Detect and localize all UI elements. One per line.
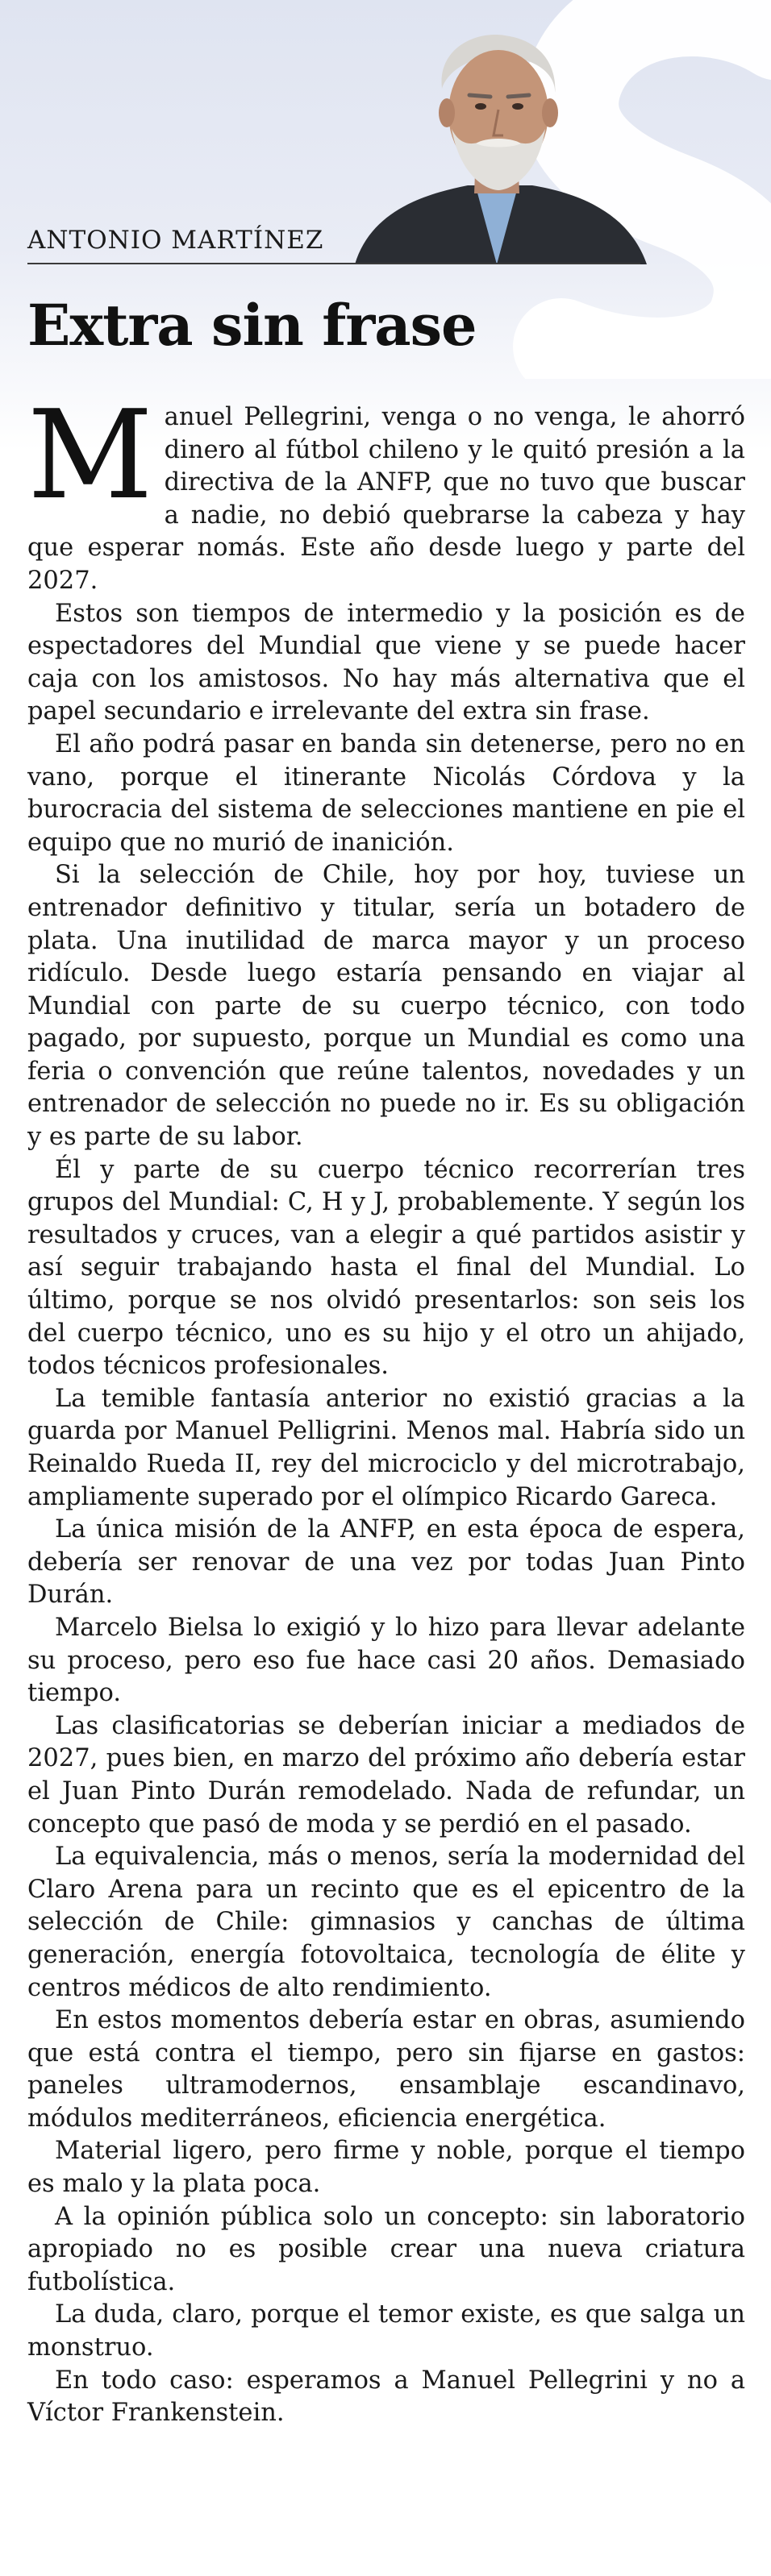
article-body	[27, 384, 745, 2430]
article-paragraph: La temible fantasía anterior no existió gracias a la guarda por Manuel Pelligrini. Menos mal. Habría sido un Reinaldo Rueda II, rey del microciclo y del microtrabajo, ampliamente superado por el olímpico Ricardo Gareca.	[27, 1384, 745, 1511]
article-paragraph: En estos momentos debería estar en obras, asumiendo que está contra el tiempo, pero sin fijarse en gastos: paneles ultramodernos, ensamblaje escandinavo, módulos mediterráneos, eficiencia energética.	[27, 2006, 745, 2133]
first-paragraph-text: anuel Pellegrini, venga o no venga, le ahorró dinero al fútbol chileno y le quitó presión a la directiva de la ANFP, que no tuvo que buscar a nadie, no debió quebrarse la cabeza y hay que esperar nomás. Este año desde luego y parte del 2027.	[27, 403, 745, 595]
article-paragraph: La equivalencia, más o menos, sería la modernidad del Claro Arena para un recinto que es el epicentro de la selección de Chile: gimnasios y canchas de última generación, energía fotovoltaica, tecnología de élite y centros médicos de alto rendimiento.	[27, 1843, 745, 2002]
article-paragraph: La duda, claro, porque el temor existe, es que salga un monstruo.	[27, 2300, 745, 2362]
article-paragraph: Las clasificatorias se deberían iniciar a mediados de 2027, pues bien, en marzo del próximo año debería estar el Juan Pinto Durán remodelado. Nada de refundar, un concepto que pasó de moda y se perdió en el pasado.	[27, 1711, 745, 1839]
article-paragraph: La única misión de la ANFP, en esta época de espera, debería ser renovar de una vez por todas Juan Pinto Durán.	[27, 1515, 745, 1610]
article-paragraph: Si la selección de Chile, hoy por hoy, tuviese un entrenador definitivo y titular, sería un botadero de plata. Una inutilidad de marca mayor y un proceso ridículo. Desde luego estaría pensando en viajar al Mundial con parte de su cuerpo técnico, con todo pagado, por supuesto, porque un Mundial es como una feria o convención que reúne talentos, novedades y un entrenador de selección no puede no ir. Es su obligación y es parte de su labor.	[27, 861, 745, 1152]
article-paragraph: En todo caso: esperamos a Manuel Pellegrini y no a Víctor Frankenstein.	[27, 2366, 745, 2428]
article-paragraph: El año podrá pasar en banda sin detenerse, pero no en vano, porque el itinerante Nicolás Córdova y la burocracia del sistema de selecciones mantiene en pie el equipo que no murió de inanición.	[27, 729, 745, 857]
article-paragraph: Material ligero, pero firme y noble, porque el tiempo es malo y la plata poca.	[27, 2137, 745, 2199]
article-paragraph: Marcelo Bielsa lo exigió y lo hizo para llevar adelante su proceso, pero eso fue hace casi 20 años. Demasiado tiempo.	[27, 1613, 745, 1708]
article-headline: Extra sin frase	[27, 292, 477, 359]
article-paragraph-1	[27, 384, 745, 598]
article-paragraph: A la opinión pública solo un concepto: sin laboratorio apropiado no es posible crear una nueva criatura futbolística.	[27, 2202, 745, 2296]
author-portrait	[347, 32, 647, 264]
article-paragraph: Estos son tiempos de intermedio y la posición es de espectadores del Mundial que viene y se puede hacer caja con los amistosos. No hay más alternativa que el papel secundario e irrelevante del extra sin frase.	[27, 599, 745, 726]
drop-cap: M	[27, 384, 153, 526]
author-byline: ANTONIO MARTÍNEZ	[27, 226, 324, 255]
byline-divider	[27, 263, 640, 264]
article-paragraph: Él y parte de su cuerpo técnico recorrerían tres grupos del Mundial: C, H y J, probablemente. Y según los resultados y cruces, van a elegir a qué partidos asistir y así seguir trabajando hasta el final del Mundial. Lo último, porque se nos olvidó presentarlos: son seis los del cuerpo técnico, uno es su hijo y el otro un ahijado, todos técnicos profesionales.	[27, 1155, 745, 1381]
